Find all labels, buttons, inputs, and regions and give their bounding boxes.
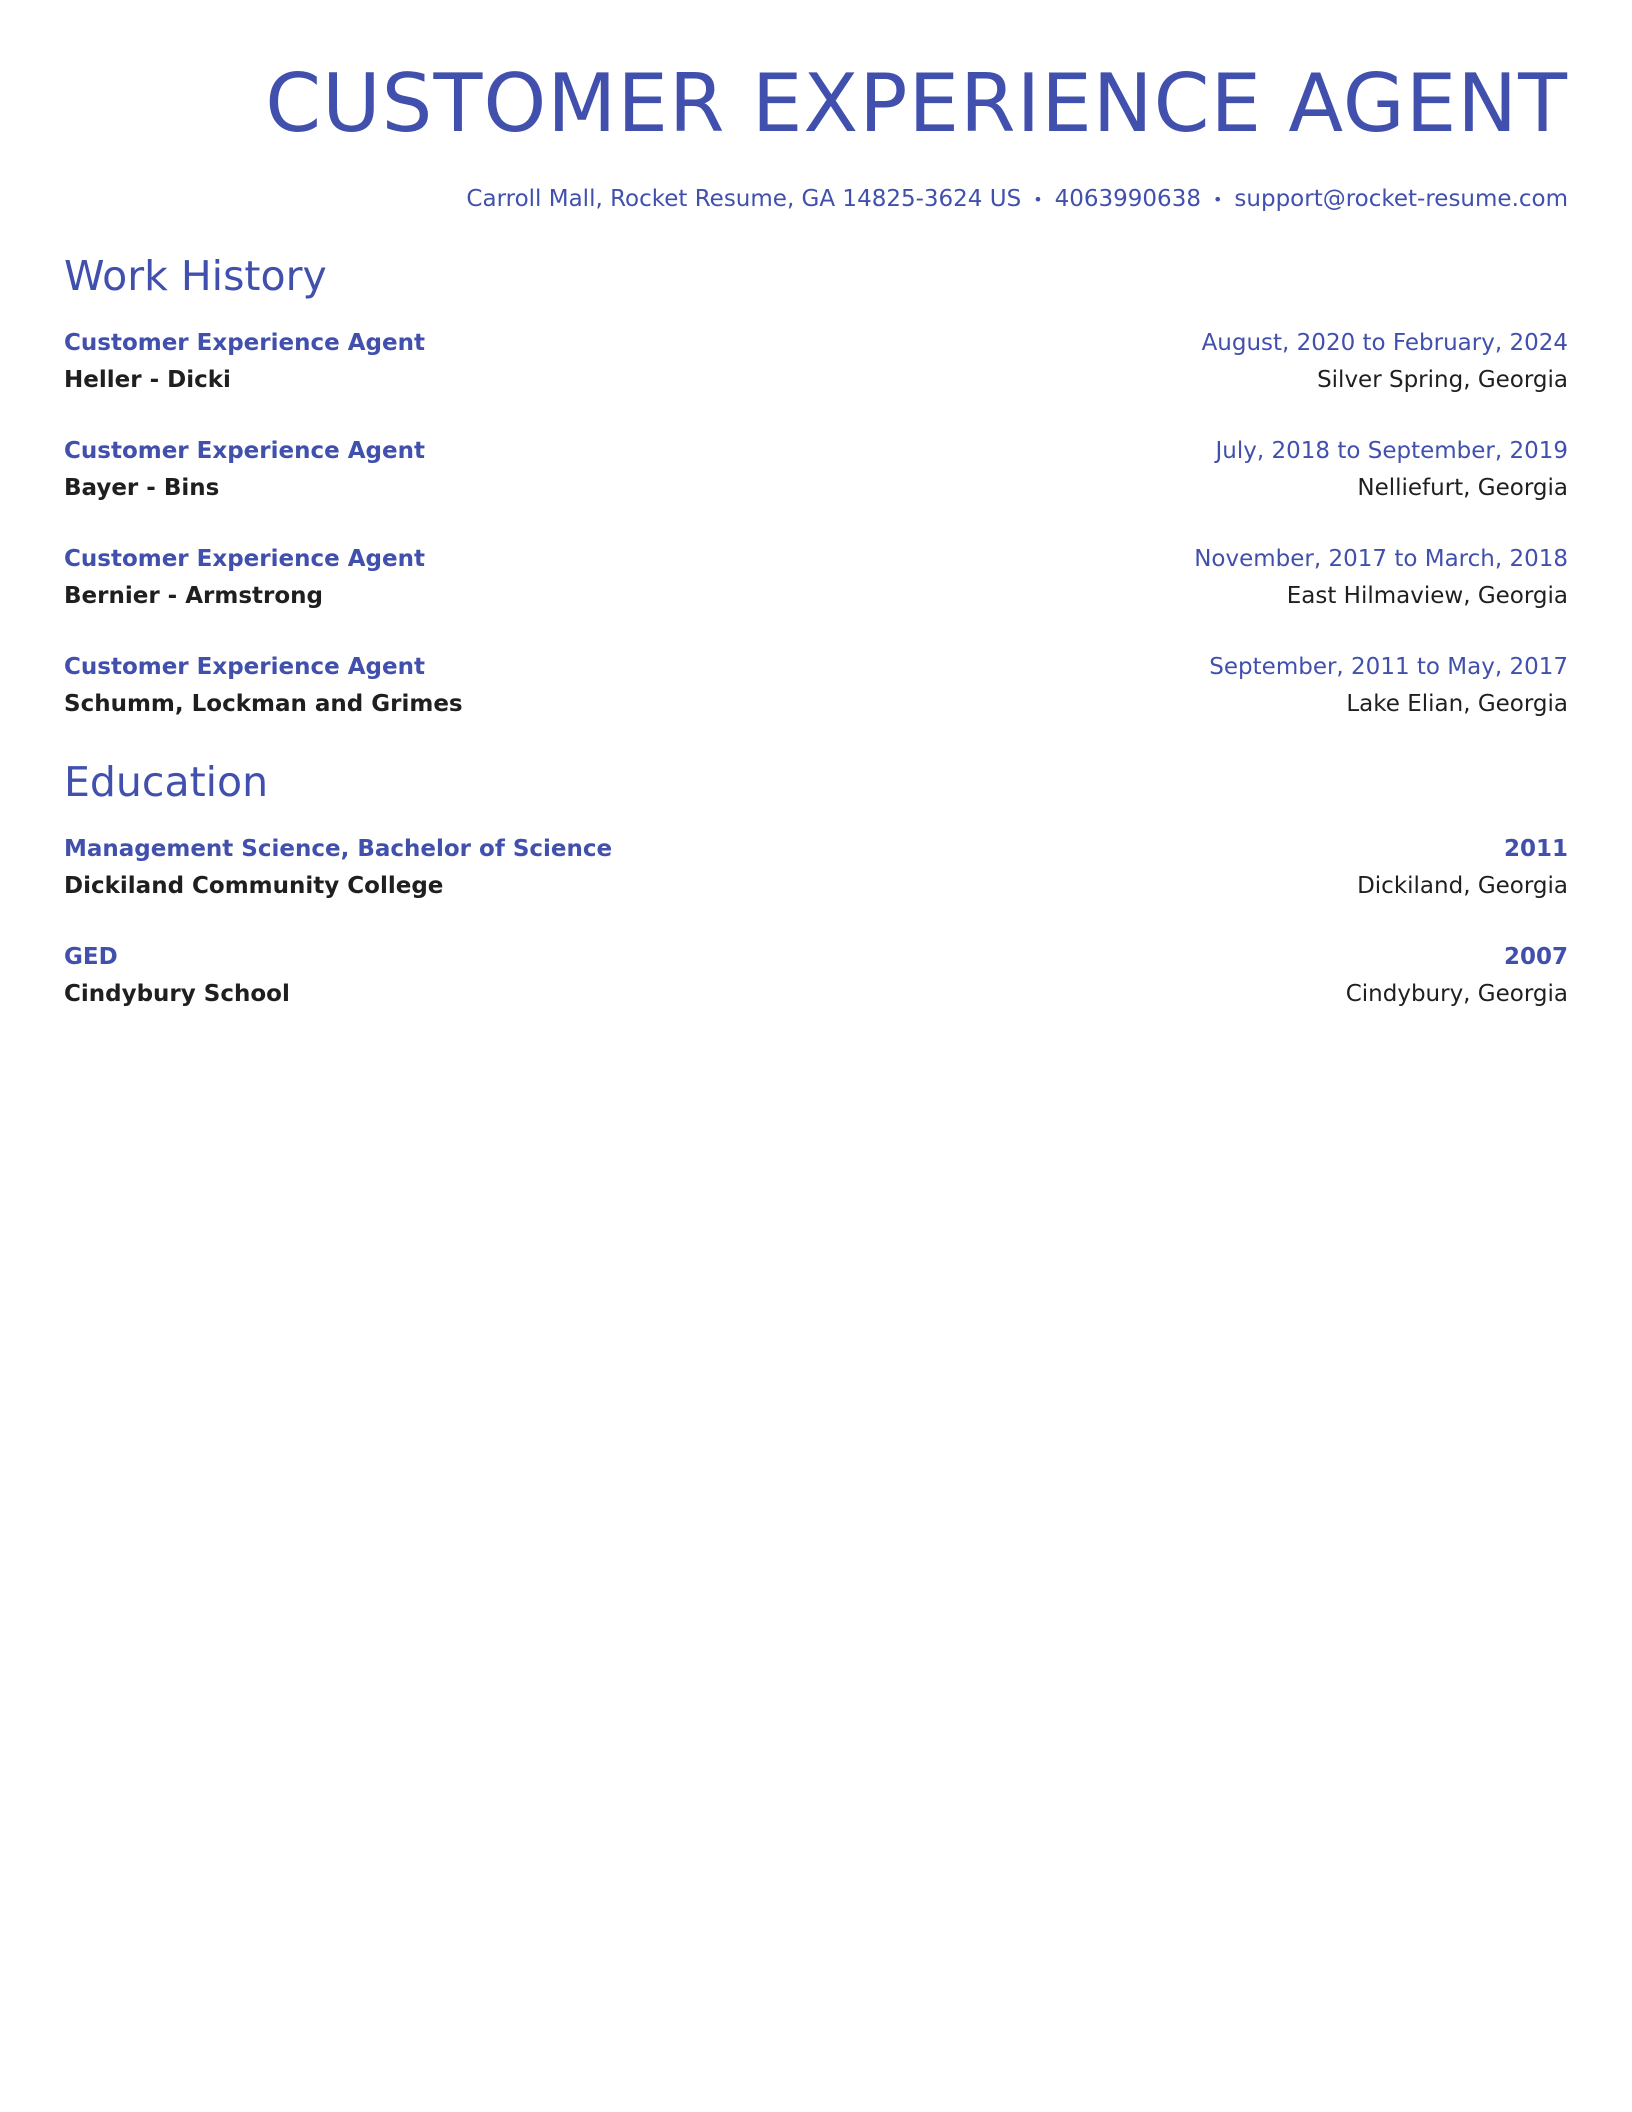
contact-separator: • [1212,189,1223,209]
resume-name: CUSTOMER EXPERIENCE AGENT [265,57,1568,150]
work-entry [64,325,1568,399]
graduation-year: 2007 [1503,943,1568,970]
contact-email: support@rocket-resume.com [1234,186,1568,212]
company-name: Schumm, Lockman and Grimes [64,690,463,717]
degree-name: Management Science, Bachelor of Science [64,835,613,862]
job-location: East Hilmaview, Georgia [1286,582,1568,609]
job-dates: July, 2018 to September, 2019 [1215,437,1568,464]
company-name: Bernier - Armstrong [64,582,324,609]
work-entry [64,649,1568,723]
job-title: Customer Experience Agent [64,653,425,680]
contact-phone: 4063990638 [1054,186,1201,212]
resume-header [64,0,1568,215]
graduation-year: 2011 [1503,835,1568,862]
work-entry [64,541,1568,615]
job-title: Customer Experience Agent [64,437,425,464]
job-dates: September, 2011 to May, 2017 [1209,653,1568,680]
job-dates: November, 2017 to March, 2018 [1194,545,1568,572]
company-name: Heller - Dicki [64,366,231,393]
job-location: Silver Spring, Georgia [1317,366,1568,393]
job-dates: August, 2020 to February, 2024 [1201,329,1568,356]
contact-address: Carroll Mall, Rocket Resume, GA 14825-3624 US [466,186,1022,212]
job-location: Lake Elian, Georgia [1346,690,1568,717]
education-entry [64,831,1568,905]
school-name: Dickiland Community College [64,872,444,899]
work-entry [64,433,1568,507]
work-history-list [64,325,1568,723]
school-location: Cindybury, Georgia [1345,980,1568,1007]
degree-name: GED [64,943,118,970]
job-location: Nelliefurt, Georgia [1357,474,1568,501]
contact-line [64,184,1568,215]
education-list [64,831,1568,1013]
education-entry [64,939,1568,1013]
company-name: Bayer - Bins [64,474,220,501]
work-history-heading: Work History [64,251,327,300]
job-title: Customer Experience Agent [64,329,425,356]
school-name: Cindybury School [64,980,290,1007]
school-location: Dickiland, Georgia [1357,872,1568,899]
contact-separator: • [1033,189,1043,209]
education-heading: Education [64,757,269,806]
job-title: Customer Experience Agent [64,545,425,572]
